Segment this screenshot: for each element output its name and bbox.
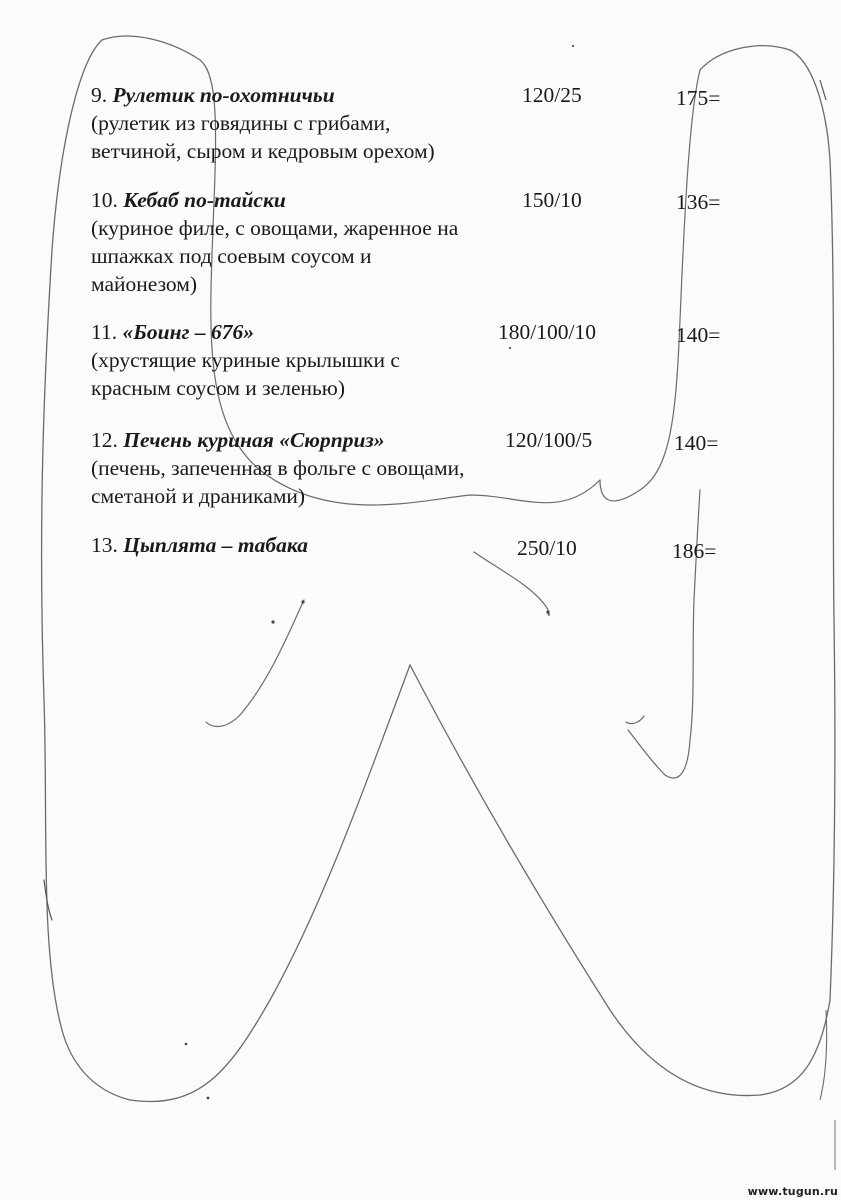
item-number: 11. — [91, 320, 118, 344]
item-title: «Боинг – 676» — [122, 320, 254, 344]
item-description: (куриное филе, с овощами, жаренное на шпажках под соевым соусом и майонезом) — [91, 216, 459, 296]
item-price: 140= — [676, 323, 721, 347]
item-title: Кебаб по-тайски — [123, 188, 286, 212]
item-title: Печень куриная «Сюрприз» — [123, 428, 385, 452]
item-price: 136= — [676, 190, 721, 214]
watermark: www.tugun.ru — [747, 1185, 838, 1198]
item-weight: 150/10 — [522, 188, 582, 212]
item-weight: 180/100/10 — [498, 320, 596, 344]
item-title: Цыплята – табака — [123, 533, 308, 557]
item-number: 9. — [91, 83, 108, 107]
item-price: 140= — [674, 431, 719, 455]
item-number: 12. — [91, 428, 118, 452]
item-number: 10. — [91, 188, 118, 212]
item-title: Рулетик по-охотничьи — [112, 83, 335, 107]
item-description: (рулетик из говядины с грибами, ветчиной, сыром и кедровым орехом) — [91, 111, 435, 163]
item-weight: 120/100/5 — [505, 428, 593, 452]
item-weight: 120/25 — [522, 83, 582, 107]
item-price: 175= — [676, 86, 721, 110]
item-description: (печень, запеченная в фольге с овощами, сметаной и драниками) — [91, 456, 465, 508]
item-price: 186= — [672, 539, 717, 563]
item-weight: 250/10 — [517, 536, 577, 560]
item-description: (хрустящие куриные крылышки с красным соусом и зеленью) — [91, 348, 400, 400]
item-number: 13. — [91, 533, 118, 557]
